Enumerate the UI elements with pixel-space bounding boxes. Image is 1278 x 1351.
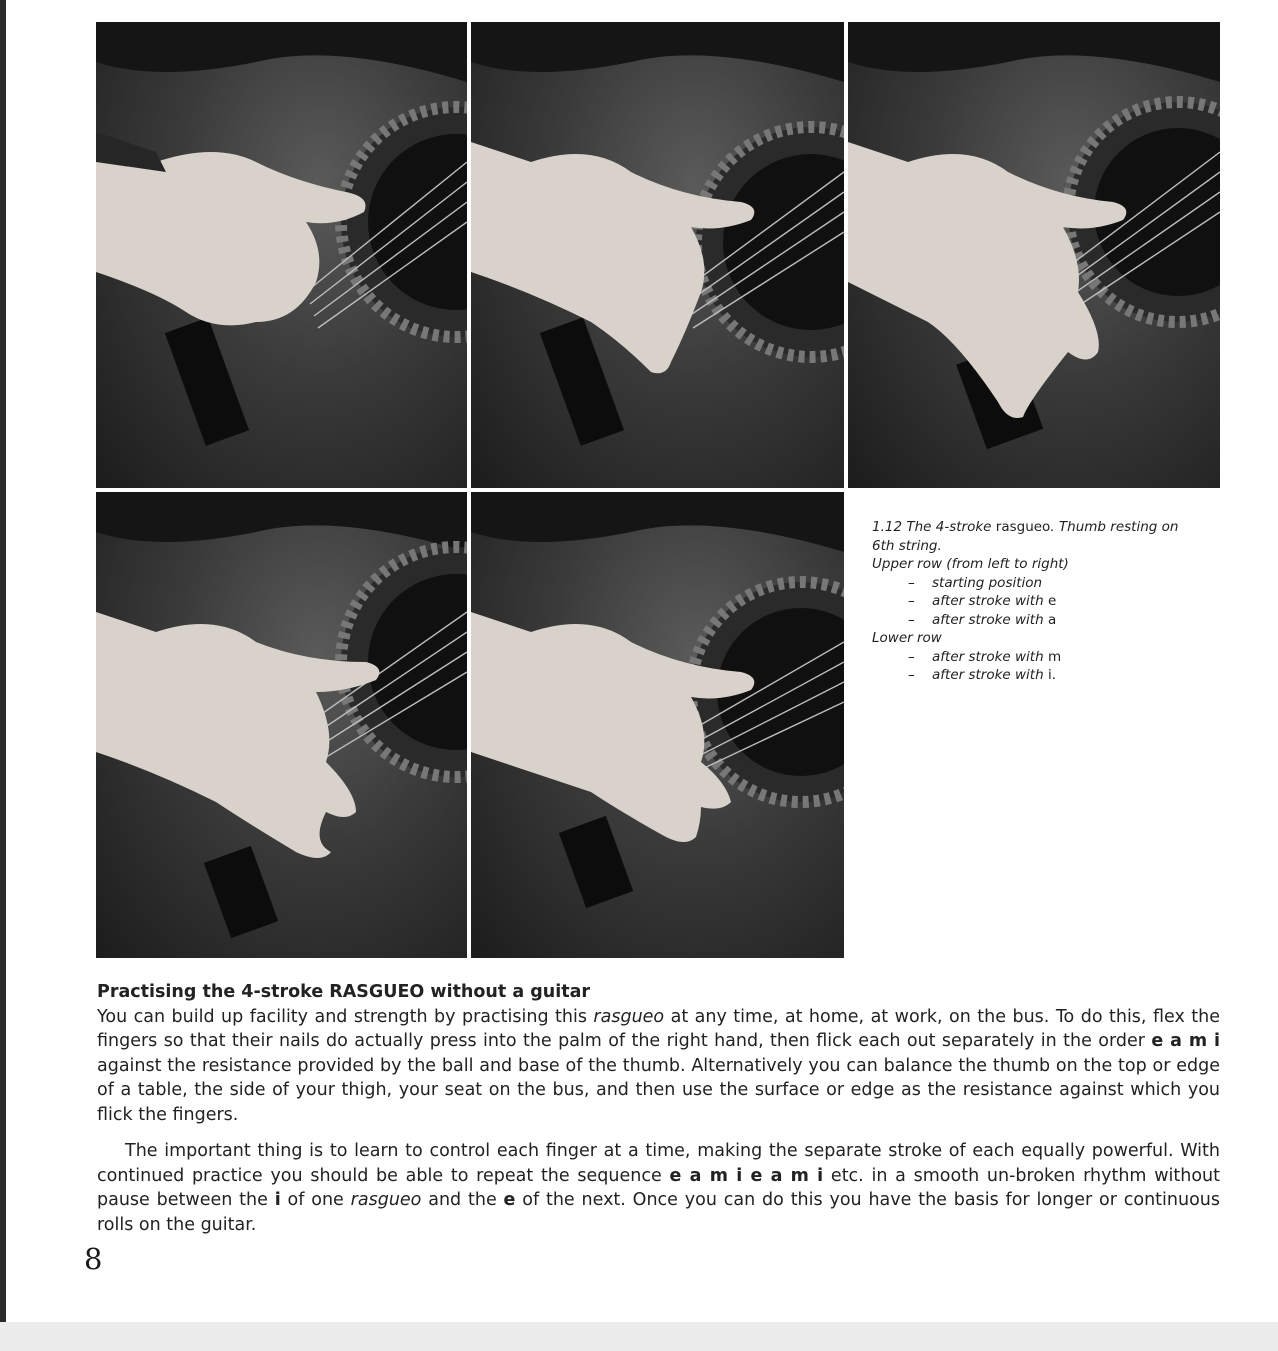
photo-after-stroke-a	[848, 22, 1220, 488]
caption-item: – after stroke with m	[908, 648, 1062, 665]
caption-item: – after stroke with e	[908, 593, 1057, 609]
photo-after-stroke-e	[471, 22, 844, 488]
page-edge-left	[0, 0, 6, 1351]
figure-caption	[872, 518, 1222, 685]
caption-title: 1.12 The 4-stroke rasgueo. Thumb resting on	[872, 519, 1179, 535]
guitar-hand-illustration	[96, 22, 467, 488]
guitar-hand-illustration	[848, 22, 1220, 488]
guitar-hand-illustration	[96, 492, 467, 958]
guitar-hand-illustration	[471, 492, 844, 958]
page-edge-bottom	[0, 1322, 1278, 1351]
paragraph-2: The important thing is to learn to control each finger at a time, making the separate stroke of each equally powerful. With continued practice you should be able to repeat the sequence e a m i e a m i etc. in a smooth un-broken rhythm without pause between the i of one rasgueo and the e of the next. Once you can do this you have the basis for longer or continuous rolls on the guitar.	[97, 1141, 1220, 1235]
caption-lower-row: Lower row	[872, 630, 942, 646]
section-body	[97, 980, 1220, 1237]
caption-upper-row: Upper row (from left to right)	[872, 556, 1069, 572]
caption-item: – after stroke with i.	[908, 667, 1056, 683]
photo-after-stroke-i	[471, 492, 844, 958]
guitar-hand-illustration	[471, 22, 844, 488]
photo-after-stroke-m	[96, 492, 467, 958]
section-heading: Practising the 4-stroke RASGUEO without a guitar	[97, 982, 591, 1002]
photo-starting-position	[96, 22, 467, 488]
caption-item: – after stroke with a	[908, 611, 1057, 628]
caption-line-2: 6th string.	[872, 537, 942, 554]
paragraph-1: You can build up facility and strength by practising this rasgueo at any time, at home, at work, on the bus. To do this, flex the fingers so that their nails do actually press into the palm of the right hand, then flick each out separately in the order e a m i against the resistance provided by the ball and base of the thumb. Alternatively you can balance the thumb on the top or edge of a table, the side of your thigh, your seat on the bus, and then use the surface or edge as the resistance against which you flick the fingers.	[97, 1006, 1220, 1125]
page-number: 8	[84, 1242, 103, 1276]
caption-item: – starting position	[908, 574, 1043, 591]
